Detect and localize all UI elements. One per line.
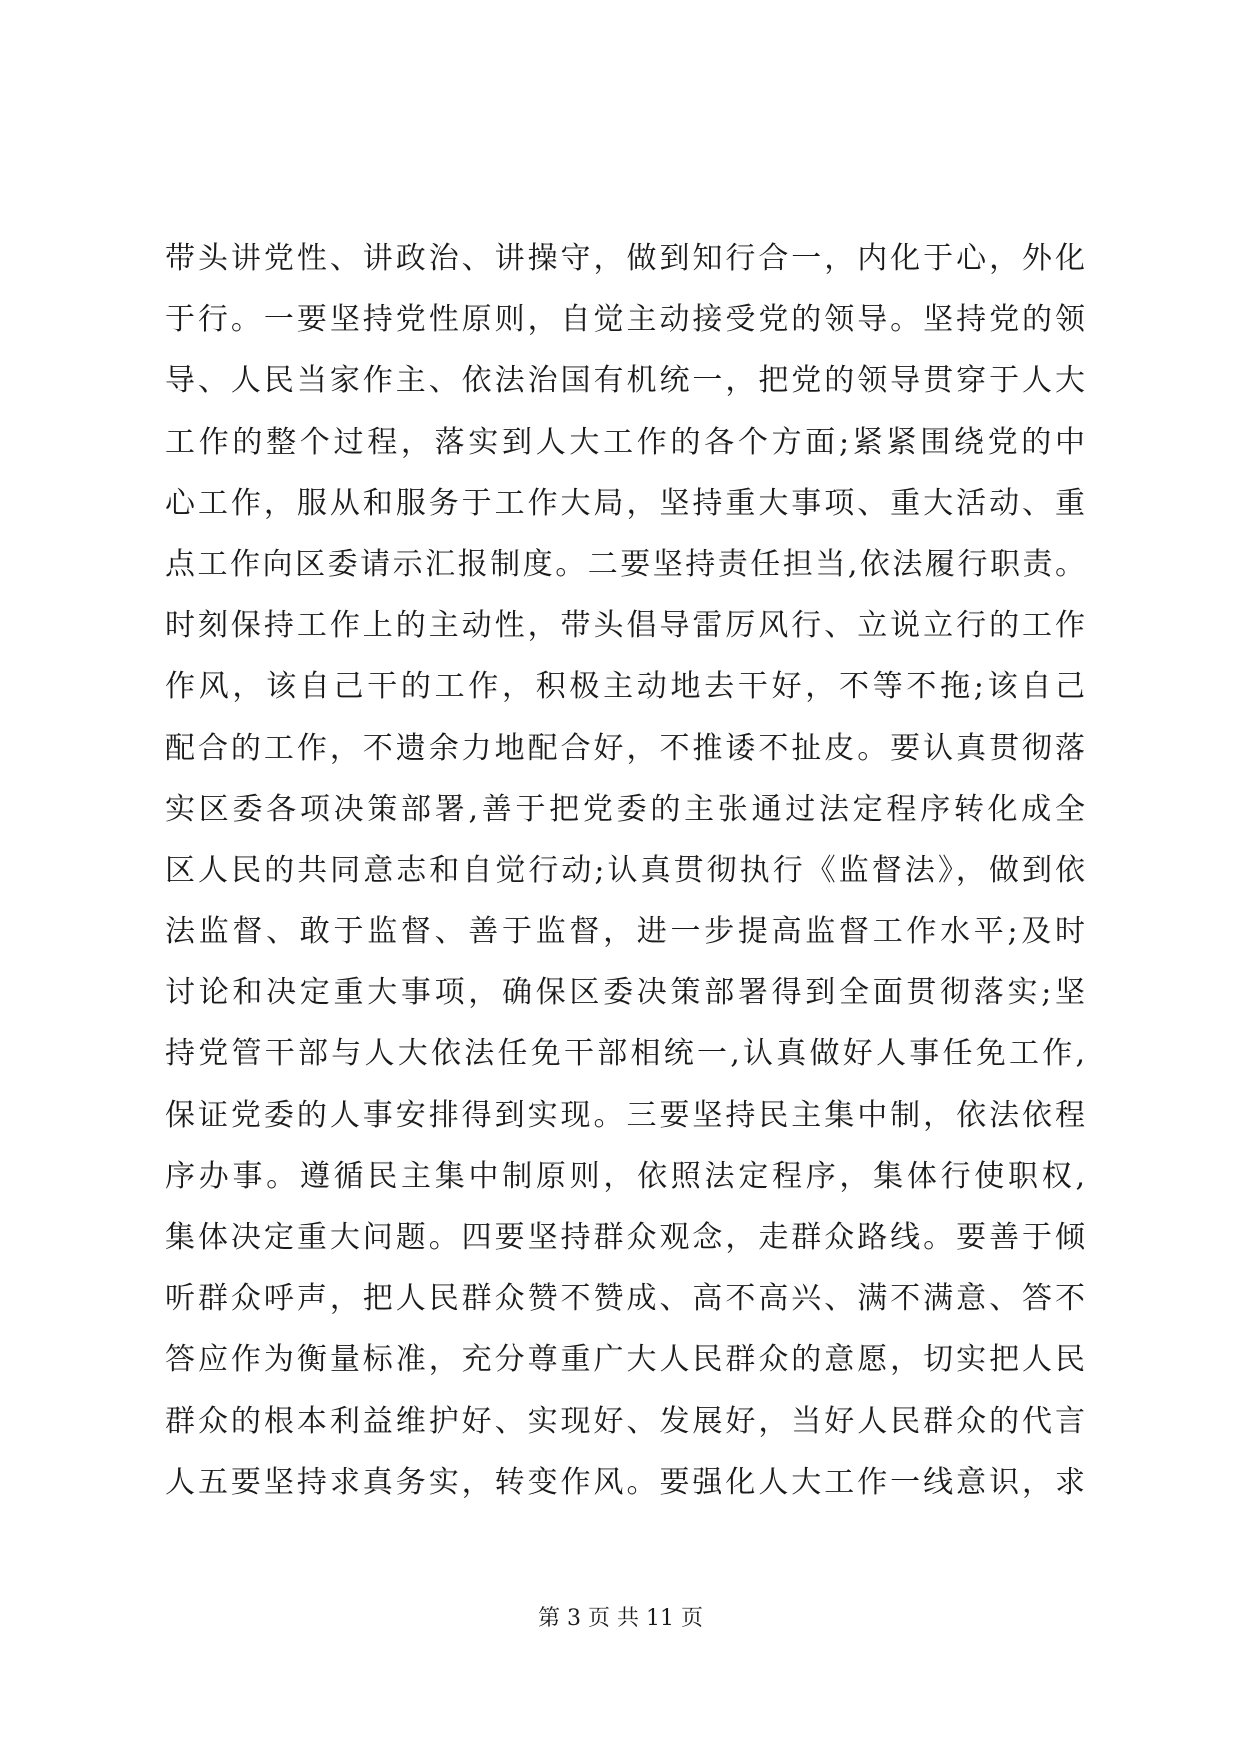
text-line: 配合的工作，不遗余力地配合好，不推诿不扯皮。要认真贯彻落 (165, 730, 1085, 766)
text-line: 实区委各项决策部署,善于把党委的主张通过法定程序转化成全 (165, 791, 1085, 827)
text-line: 序办事。遵循民主集中制原则，依照法定程序，集体行使职权, (165, 1158, 1085, 1194)
text-line: 时刻保持工作上的主动性，带头倡导雷厉风行、立说立行的工作 (165, 608, 1085, 644)
body-text (165, 228, 1085, 1513)
text-line: 点工作向区委请示汇报制度。二要坚持责任担当,依法履行职责。 (165, 546, 1085, 582)
text-line: 保证党委的人事安排得到实现。三要坚持民主集中制，依法依程 (165, 1097, 1085, 1133)
text-line: 导、人民当家作主、依法治国有机统一，把党的领导贯穿于人大 (165, 363, 1085, 399)
text-line: 群众的根本利益维护好、实现好、发展好，当好人民群众的代言 (165, 1403, 1085, 1439)
text-line: 带头讲党性、讲政治、讲操守，做到知行合一，内化于心，外化 (165, 241, 1085, 276)
text-line: 于行。一要坚持党性原则，自觉主动接受党的领导。坚持党的领 (165, 302, 1085, 338)
text-line: 答应作为衡量标准，充分尊重广大人民群众的意愿，切实把人民 (165, 1342, 1085, 1378)
page-number-footer: 第 3 页 共 11 页 (538, 1606, 703, 1631)
text-line: 人五要坚持求真务实，转变作风。要强化人大工作一线意识，求 (165, 1464, 1085, 1500)
text-line: 法监督、敢于监督、善于监督，进一步提高监督工作水平;及时 (165, 914, 1085, 950)
text-line: 心工作，服从和服务于工作大局，坚持重大事项、重大活动、重 (165, 485, 1085, 521)
text-line: 区人民的共同意志和自觉行动;认真贯彻执行《监督法》，做到依 (165, 852, 1085, 888)
text-line: 持党管干部与人大依法任免干部相统一,认真做好人事任免工作, (165, 1036, 1085, 1072)
text-line: 讨论和决定重大事项，确保区委决策部署得到全面贯彻落实;坚 (165, 975, 1085, 1011)
text-line: 集体决定重大问题。四要坚持群众观念，走群众路线。要善于倾 (165, 1220, 1085, 1255)
text-line: 工作的整个过程，落实到人大工作的各个方面;紧紧围绕党的中 (165, 424, 1085, 460)
text-line: 听群众呼声，把人民群众赞不赞成、高不高兴、满不满意、答不 (165, 1281, 1085, 1317)
text-line: 作风，该自己干的工作，积极主动地去干好，不等不拖;该自己 (165, 669, 1085, 705)
